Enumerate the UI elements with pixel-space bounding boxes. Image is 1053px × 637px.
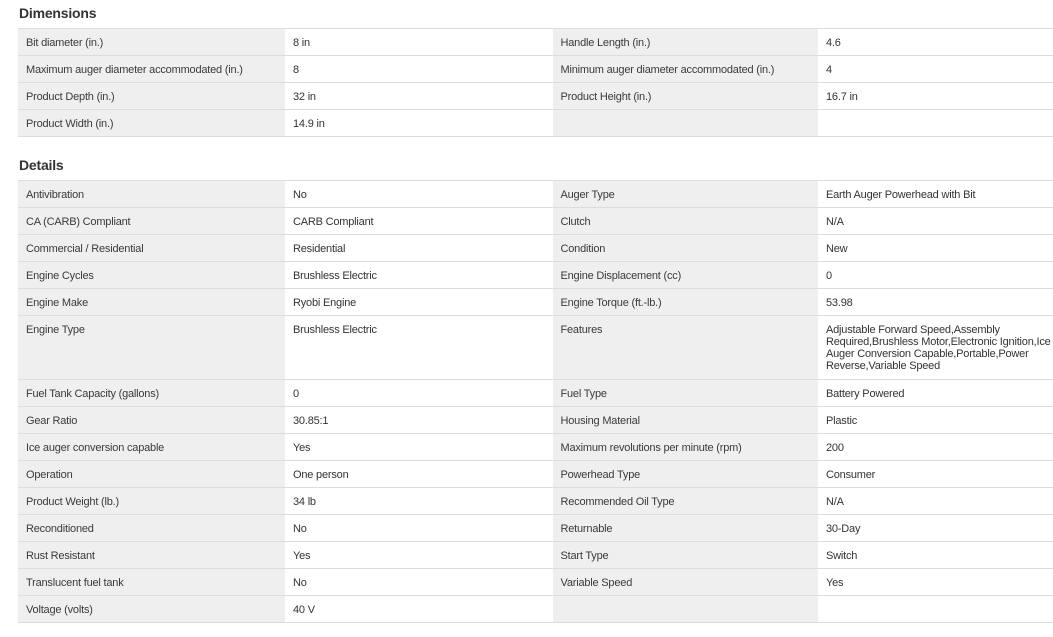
- spec-label: [552, 110, 818, 137]
- spec-value: 40 V: [285, 596, 552, 623]
- spec-row: [18, 569, 1053, 596]
- spec-label: Minimum auger diameter accommodated (in.): [552, 56, 818, 83]
- spec-value: 30-Day: [818, 515, 1053, 542]
- spec-label: Bit diameter (in.): [18, 29, 285, 56]
- spec-row: [18, 434, 1053, 461]
- spec-value: Ryobi Engine: [285, 289, 552, 316]
- spec-label: Gear Ratio: [18, 407, 285, 434]
- spec-row: [18, 407, 1053, 434]
- spec-row: [18, 262, 1053, 289]
- spec-value: Residential: [285, 235, 552, 262]
- spec-label: Voltage (volts): [18, 596, 285, 623]
- spec-label: Engine Torque (ft.-lb.): [552, 289, 818, 316]
- spec-row: [18, 488, 1053, 515]
- spec-value: Yes: [818, 569, 1053, 596]
- spec-value: 14.9 in: [285, 110, 552, 137]
- spec-label: Fuel Tank Capacity (gallons): [18, 380, 285, 407]
- dimensions-table: [18, 28, 1053, 137]
- spec-label: Engine Displacement (cc): [552, 262, 818, 289]
- spec-value: Consumer: [818, 461, 1053, 488]
- spec-row: [18, 181, 1053, 208]
- spec-value: No: [285, 515, 552, 542]
- spec-value: 53.98: [818, 289, 1053, 316]
- spec-row: [18, 380, 1053, 407]
- spec-label: Product Depth (in.): [18, 83, 285, 110]
- spec-label: Translucent fuel tank: [18, 569, 285, 596]
- spec-value: [818, 110, 1053, 137]
- spec-value: 0: [285, 380, 552, 407]
- spec-label: Maximum auger diameter accommodated (in.): [18, 56, 285, 83]
- spec-value: CARB Compliant: [285, 208, 552, 235]
- spec-label: Clutch: [552, 208, 818, 235]
- details-heading: Details: [19, 157, 64, 173]
- spec-row: [18, 110, 1053, 137]
- spec-label: Handle Length (in.): [552, 29, 818, 56]
- spec-label: Operation: [18, 461, 285, 488]
- spec-value: One person: [285, 461, 552, 488]
- spec-value: No: [285, 569, 552, 596]
- spec-label: Maximum revolutions per minute (rpm): [552, 434, 818, 461]
- spec-value: New: [818, 235, 1053, 262]
- spec-label: Product Height (in.): [552, 83, 818, 110]
- spec-value: Brushless Electric: [285, 262, 552, 289]
- spec-row: [18, 596, 1053, 623]
- spec-label: Housing Material: [552, 407, 818, 434]
- spec-value: Switch: [818, 542, 1053, 569]
- spec-label: Start Type: [552, 542, 818, 569]
- spec-label: Product Weight (lb.): [18, 488, 285, 515]
- spec-label: Powerhead Type: [552, 461, 818, 488]
- spec-label: Reconditioned: [18, 515, 285, 542]
- spec-row: [18, 56, 1053, 83]
- spec-label: Features: [552, 316, 818, 380]
- spec-row: [18, 83, 1053, 110]
- spec-value: 8 in: [285, 29, 552, 56]
- spec-value: No: [285, 181, 552, 208]
- spec-label: Recommended Oil Type: [552, 488, 818, 515]
- spec-row: [18, 208, 1053, 235]
- spec-value: 32 in: [285, 83, 552, 110]
- spec-label: Engine Make: [18, 289, 285, 316]
- spec-row: [18, 542, 1053, 569]
- spec-label: Commercial / Residential: [18, 235, 285, 262]
- spec-value: Plastic: [818, 407, 1053, 434]
- spec-value: Yes: [285, 434, 552, 461]
- spec-value: 30.85:1: [285, 407, 552, 434]
- spec-label: Ice auger conversion capable: [18, 434, 285, 461]
- spec-label: Condition: [552, 235, 818, 262]
- spec-value: Earth Auger Powerhead with Bit: [818, 181, 1053, 208]
- dimensions-heading: Dimensions: [19, 5, 97, 21]
- spec-label: CA (CARB) Compliant: [18, 208, 285, 235]
- spec-label: Engine Cycles: [18, 262, 285, 289]
- spec-label: Auger Type: [552, 181, 818, 208]
- spec-row: [18, 29, 1053, 56]
- spec-value: N/A: [818, 208, 1053, 235]
- spec-label: Engine Type: [18, 316, 285, 380]
- spec-value: Battery Powered: [818, 380, 1053, 407]
- spec-label: Fuel Type: [552, 380, 818, 407]
- spec-row: [18, 235, 1053, 262]
- spec-value: Yes: [285, 542, 552, 569]
- details-table: [18, 180, 1053, 623]
- spec-label: Variable Speed: [552, 569, 818, 596]
- spec-row: [18, 316, 1053, 380]
- spec-row: [18, 515, 1053, 542]
- spec-value: Adjustable Forward Speed,Assembly Required,Brushless Motor,Electronic Ignition,Ice Auger Conversion Capable,Portable,Power Reverse,Variable Speed: [818, 316, 1053, 380]
- spec-value: Brushless Electric: [285, 316, 552, 380]
- spec-value: 4: [818, 56, 1053, 83]
- spec-value: 8: [285, 56, 552, 83]
- spec-label: Returnable: [552, 515, 818, 542]
- spec-value: 34 lb: [285, 488, 552, 515]
- spec-value: [818, 596, 1053, 623]
- spec-label: [552, 596, 818, 623]
- spec-value: 4.6: [818, 29, 1053, 56]
- spec-label: Antivibration: [18, 181, 285, 208]
- spec-value: 200: [818, 434, 1053, 461]
- spec-label: Product Width (in.): [18, 110, 285, 137]
- spec-row: [18, 461, 1053, 488]
- spec-label: Rust Resistant: [18, 542, 285, 569]
- spec-value: N/A: [818, 488, 1053, 515]
- spec-value: 0: [818, 262, 1053, 289]
- spec-row: [18, 289, 1053, 316]
- spec-value: 16.7 in: [818, 83, 1053, 110]
